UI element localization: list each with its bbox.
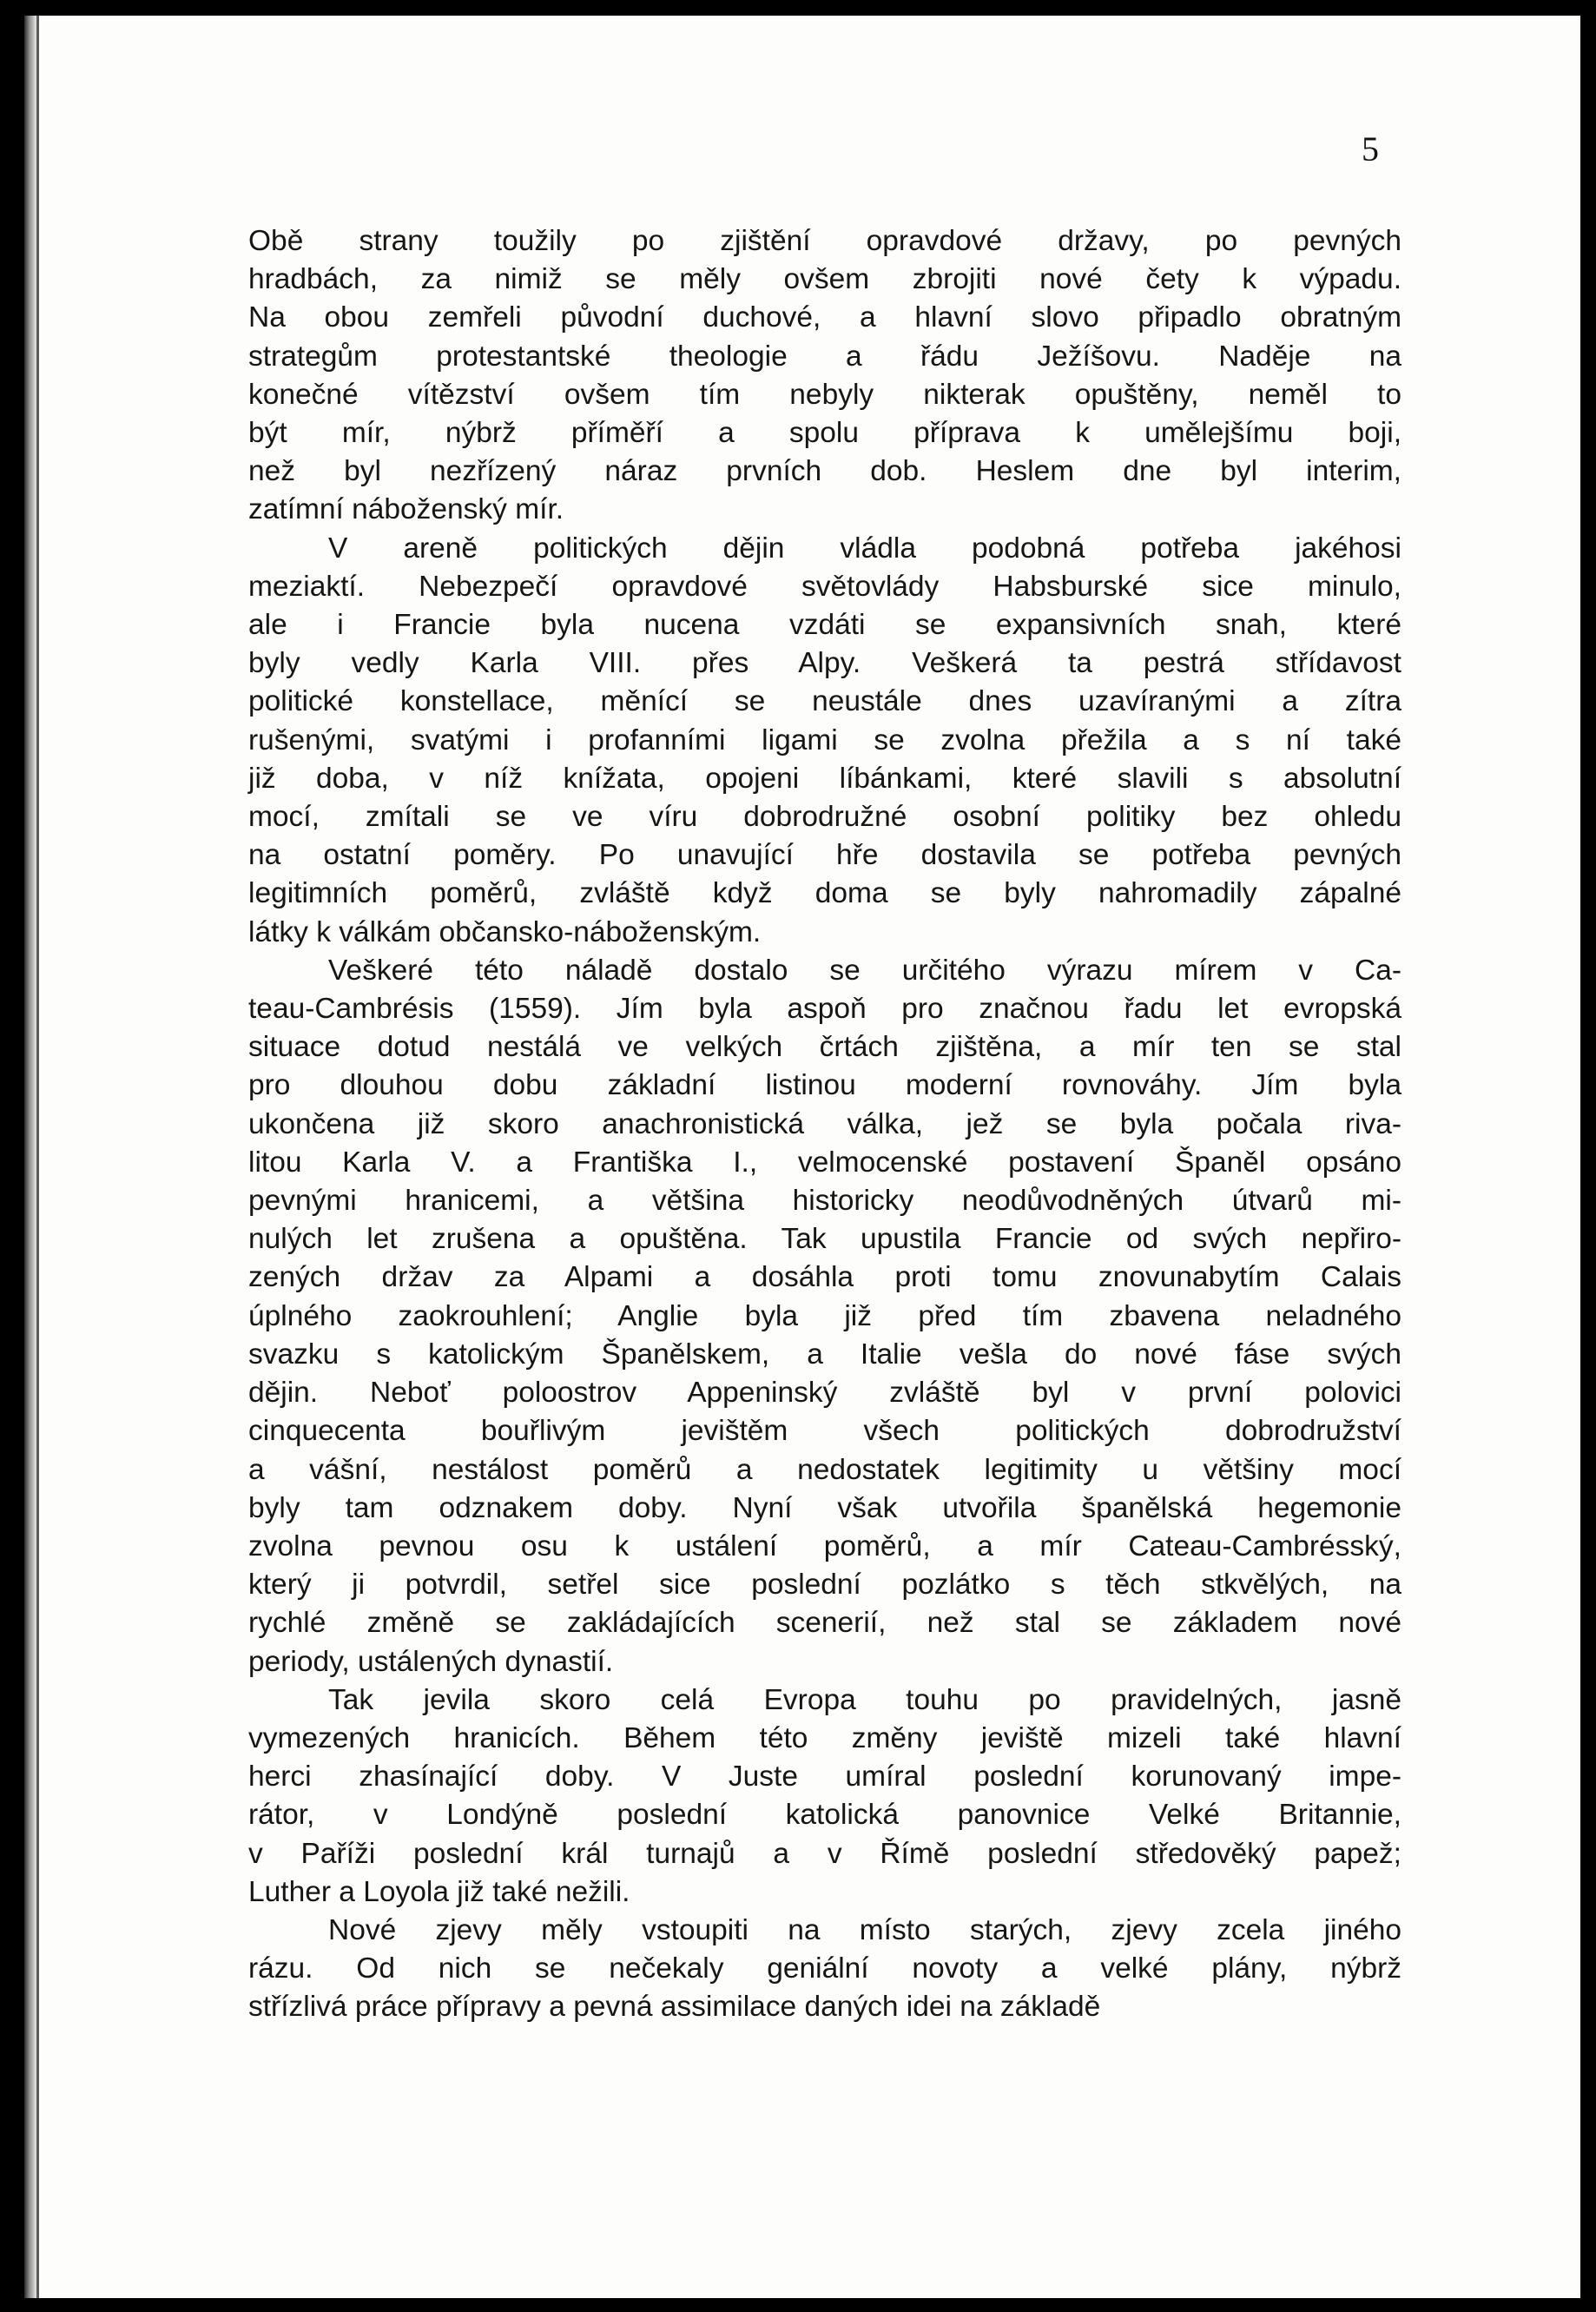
text-line: konečné vítězství ovšem tím nebyly nikterak opuštěny, neměl to (248, 378, 1401, 411)
text-line: zvolna pevnou osu k ustálení poměrů, a mír Cateau-Cambrésský, (248, 1529, 1401, 1562)
text-line: vymezených hranicích. Během této změny jeviště mizeli také hlavní (248, 1721, 1401, 1754)
text-line: pro dlouhou dobu základní listinou moderní rovnováhy. Jím byla (248, 1069, 1401, 1102)
text-line: Tak jevila skoro celá Evropa touhu po pravidelných, jasně (328, 1683, 1401, 1716)
text-line: ukončena již skoro anachronistická válka, jež se byla počala riva- (248, 1107, 1401, 1140)
text-line: zatímní náboženský mír. (248, 493, 564, 526)
text-line: rušenými, svatými i profanními ligami se zvolna přežila a s ní také (248, 723, 1401, 756)
paragraph (248, 530, 1401, 952)
page-number: 5 (1362, 129, 1379, 168)
text-line: ale i Francie byla nucena vzdáti se expansivních snah, které (248, 609, 1401, 642)
text-line: dějin. Neboť poloostrov Appeninský zvláště byl v první polovici (248, 1377, 1401, 1410)
text-line: látky k válkám občansko-náboženským. (248, 915, 762, 948)
text-line: střízlivá práce přípravy a pevná assimilace daných idei na základě (248, 1991, 1101, 2024)
text-line: herci zhasínající doby. V Juste umíral poslední korunovaný impe- (248, 1760, 1401, 1793)
text-line: cinquecenta bouřlivým jevištěm všech politických dobrodružství (248, 1415, 1401, 1448)
text-line: zených držav za Alpami a dosáhla proti tomu znovunabytím Calais (248, 1261, 1401, 1294)
text-line: litou Karla V. a Františka I., velmocenské postavení Španěl opsáno (248, 1146, 1401, 1179)
text-line: meziaktí. Nebezpečí opravdové světovlády Habsburské sice minulo, (248, 570, 1401, 603)
paragraph (248, 952, 1401, 1681)
text-line: být mír, nýbrž příměří a spolu příprava k umělejšímu boji, (248, 417, 1401, 450)
text-line: rátor, v Londýně poslední katolická panovnice Velké Britannie, (248, 1799, 1401, 1832)
text-line: v Paříži poslední král turnajů a v Římě poslední středověký papež; (248, 1837, 1401, 1870)
text-line: který ji potvrdil, setřel sice poslední pozlátko s těch stkvělých, na (248, 1569, 1401, 1602)
text-line: periody, ustálených dynastií. (248, 1645, 614, 1678)
text-line: Na obou zemřeli původní duchové, a hlavní slovo připadlo obratným (248, 301, 1401, 334)
text-line: politické konstellace, měnící se neustále dnes uzavíranými a zítra (248, 685, 1401, 718)
text-line: V areně politických dějin vládla podobná potřeba jakéhosi (328, 532, 1401, 565)
book-page (24, 16, 1580, 2298)
binding-shadow (24, 16, 36, 2298)
text-line: Obě strany toužily po zjištění opravdové državy, po pevných (248, 225, 1401, 257)
paragraph (248, 1681, 1401, 1912)
text-line: a vášní, nestálost poměrů a nedostatek legitimity u většiny mocí (248, 1453, 1401, 1486)
text-line: nulých let zrušena a opuštěna. Tak upustila Francie od svých nepřiro- (248, 1223, 1401, 1256)
paragraph (248, 222, 1401, 530)
text-line: Luther a Loyola již také nežili. (248, 1875, 630, 1908)
text-line: na ostatní poměry. Po unavující hře dostavila se potřeba pevných (248, 839, 1401, 872)
text-line: rychlé změně se zakládajících scenerií, než stal se základem nové (248, 1607, 1401, 1640)
text-line: byly vedly Karla VIII. přes Alpy. Veškerá ta pestrá střídavost (248, 647, 1401, 680)
text-line: teau-Cambrésis (1559). Jím byla aspoň pro značnou řadu let evropská (248, 993, 1401, 1026)
text-line: než byl nezřízený náraz prvních dob. Heslem dne byl interim, (248, 455, 1401, 488)
binding-edge (36, 16, 39, 2298)
paragraph (248, 1912, 1401, 2027)
text-line: Nové zjevy měly vstoupiti na místo starých, zjevy zcela jiného (328, 1913, 1401, 1946)
text-line: rázu. Od nich se nečekaly geniální novoty a velké plány, nýbrž (248, 1952, 1401, 1985)
text-line: již doba, v níž knížata, opojeni líbánkami, které slavili s absolutní (248, 762, 1401, 795)
text-line: situace dotud nestálá ve velkých črtách zjištěna, a mír ten se stal (248, 1031, 1401, 1064)
text-line: úplného zaokrouhlení; Anglie byla již před tím zbavena neladného (248, 1299, 1401, 1332)
text-line: pevnými hranicemi, a většina historicky neodůvodněných útvarů mi- (248, 1185, 1401, 1218)
body-text (248, 222, 1401, 2027)
text-line: strategům protestantské theologie a řádu Ježíšovu. Naděje na (248, 340, 1401, 373)
text-line: mocí, zmítali se ve víru dobrodružné osobní politiky bez ohledu (248, 801, 1401, 834)
text-line: byly tam odznakem doby. Nyní však utvořila španělská hegemonie (248, 1491, 1401, 1524)
text-line: Veškeré této náladě dostalo se určitého výrazu mírem v Ca- (328, 954, 1401, 987)
text-line: hradbách, za nimiž se měly ovšem zbrojiti nové čety k výpadu. (248, 263, 1401, 296)
text-line: svazku s katolickým Španělskem, a Italie vešla do nové fáse svých (248, 1338, 1401, 1371)
text-line: legitimních poměrů, zvláště když doma se byly nahromadily zápalné (248, 877, 1401, 910)
